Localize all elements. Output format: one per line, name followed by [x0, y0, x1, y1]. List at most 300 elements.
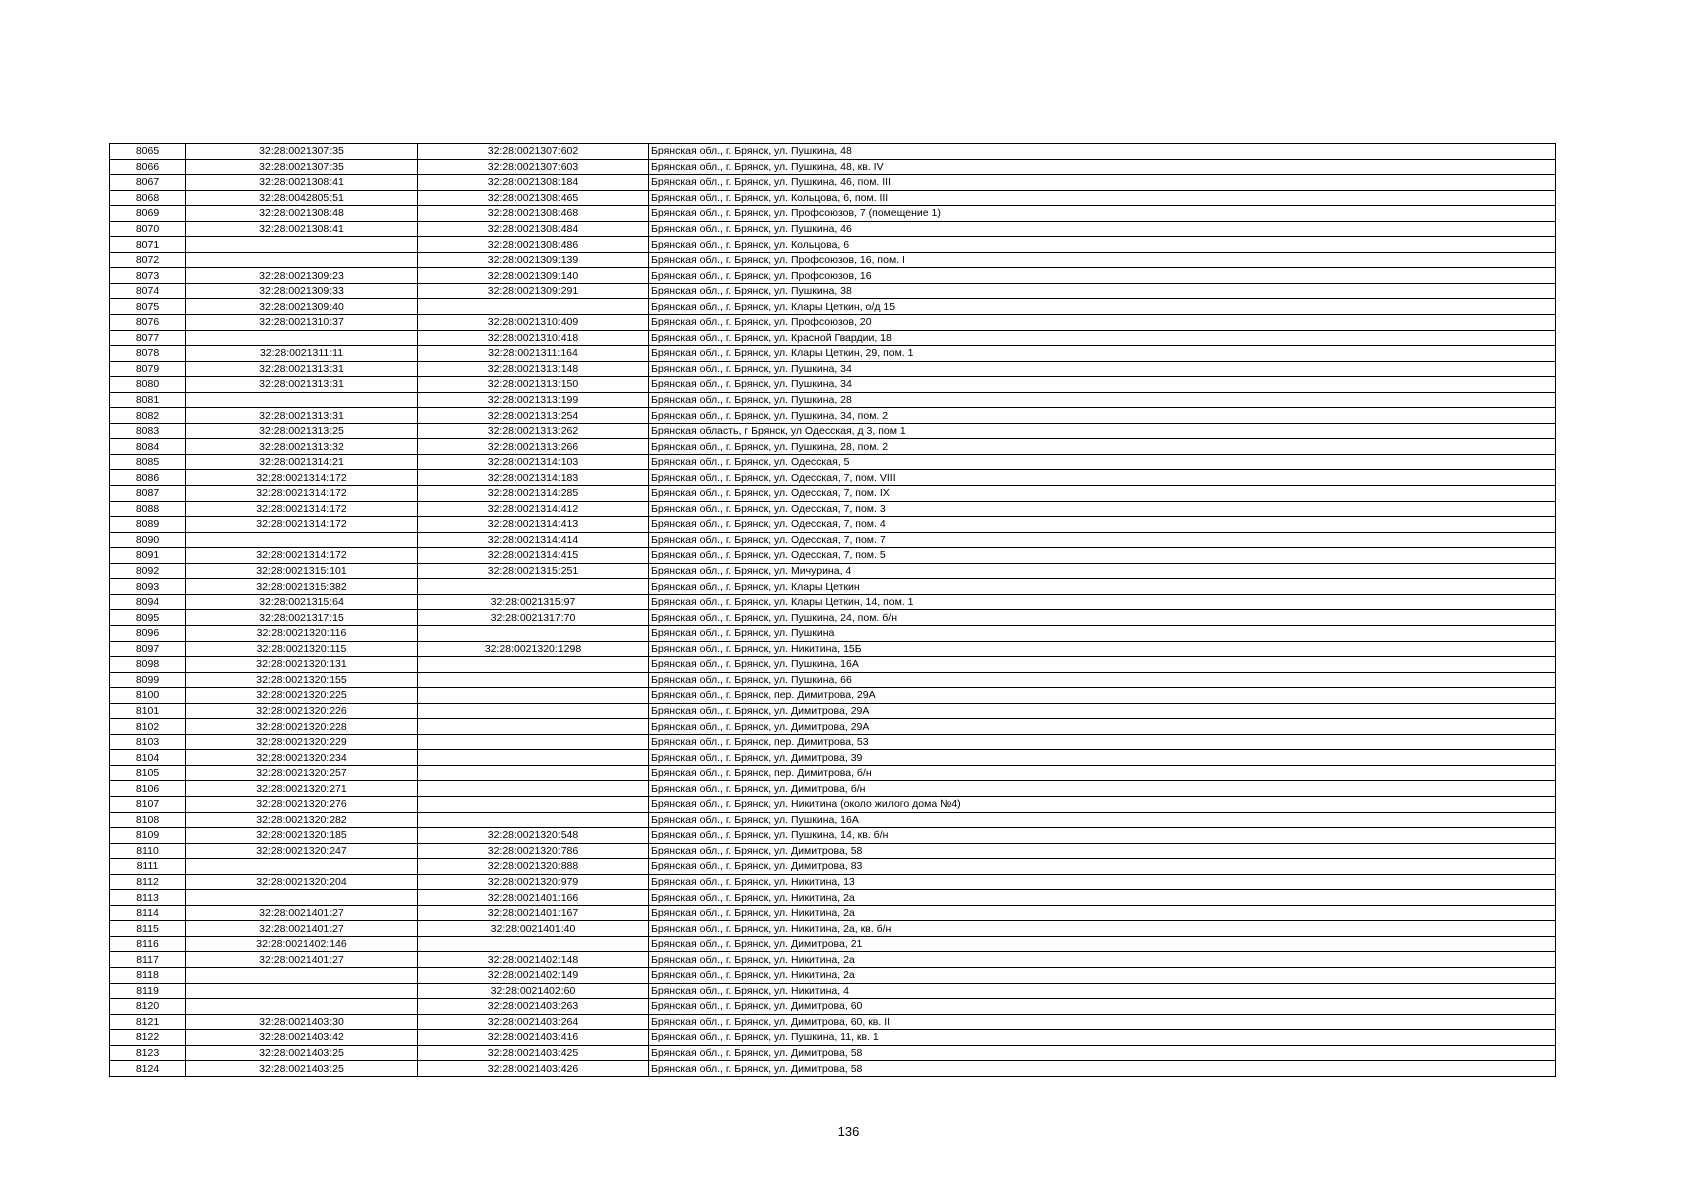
land-cadastral-number-cell: 32:28:0021308:41 [186, 221, 418, 237]
table-row [110, 144, 1556, 160]
object-cadastral-number-cell: 32:28:0021403:264 [418, 1014, 649, 1030]
object-cadastral-number-cell [418, 703, 649, 719]
row-number-cell: 8095 [110, 610, 186, 626]
object-cadastral-number-cell: 32:28:0021317:70 [418, 610, 649, 626]
address-cell: Брянская обл., г. Брянск, ул. Димитрова, 60 [649, 999, 1556, 1015]
table-row [110, 625, 1556, 641]
row-number-cell: 8076 [110, 315, 186, 331]
address-cell: Брянская обл., г. Брянск, ул. Профсоюзов, 16, пом. I [649, 252, 1556, 268]
land-cadastral-number-cell: 32:28:0021320:257 [186, 765, 418, 781]
address-cell: Брянская обл., г. Брянск, ул. Никитина, 2а, кв. б/н [649, 921, 1556, 937]
address-cell: Брянская обл., г. Брянск, ул. Пушкина, 28, пом. 2 [649, 439, 1556, 455]
address-cell: Брянская обл., г. Брянск, ул. Одесская, 7, пом. 7 [649, 532, 1556, 548]
row-number-cell: 8104 [110, 750, 186, 766]
object-cadastral-number-cell: 32:28:0021402:60 [418, 983, 649, 999]
object-cadastral-number-cell: 32:28:0021313:266 [418, 439, 649, 455]
address-cell: Брянская обл., г. Брянск, ул. Пушкина, 11, кв. 1 [649, 1030, 1556, 1046]
address-cell: Брянская обл., г. Брянск, ул. Кольцова, 6 [649, 237, 1556, 253]
table-row [110, 1061, 1556, 1077]
address-cell: Брянская обл., г. Брянск, ул. Пушкина, 28 [649, 392, 1556, 408]
row-number-cell: 8115 [110, 921, 186, 937]
row-number-cell: 8116 [110, 936, 186, 952]
object-cadastral-number-cell [418, 299, 649, 315]
object-cadastral-number-cell: 32:28:0021314:414 [418, 532, 649, 548]
table-row [110, 579, 1556, 595]
table-row [110, 268, 1556, 284]
table-row [110, 890, 1556, 906]
row-number-cell: 8092 [110, 563, 186, 579]
address-cell: Брянская обл., г. Брянск, ул. Никитина (около жилого дома №4) [649, 796, 1556, 812]
address-cell: Брянская обл., г. Брянск, ул. Кольцова, 6, пом. III [649, 190, 1556, 206]
land-cadastral-number-cell: 32:28:0021320:276 [186, 796, 418, 812]
object-cadastral-number-cell: 32:28:0021320:786 [418, 843, 649, 859]
land-cadastral-number-cell: 32:28:0021317:15 [186, 610, 418, 626]
row-number-cell: 8109 [110, 828, 186, 844]
object-cadastral-number-cell: 32:28:0021314:415 [418, 548, 649, 564]
address-cell: Брянская обл., г. Брянск, ул. Клары Цеткин [649, 579, 1556, 595]
row-number-cell: 8103 [110, 734, 186, 750]
address-cell: Брянская обл., г. Брянск, ул. Пушкина, 34, пом. 2 [649, 408, 1556, 424]
address-cell: Брянская обл., г. Брянск, ул. Никитина, 2а [649, 890, 1556, 906]
object-cadastral-number-cell: 32:28:0021307:602 [418, 144, 649, 160]
object-cadastral-number-cell: 32:28:0021313:150 [418, 377, 649, 393]
object-cadastral-number-cell: 32:28:0021308:484 [418, 221, 649, 237]
table-row [110, 921, 1556, 937]
land-cadastral-number-cell: 32:28:0021403:42 [186, 1030, 418, 1046]
object-cadastral-number-cell [418, 812, 649, 828]
address-cell: Брянская обл., г. Брянск, ул. Пушкина [649, 625, 1556, 641]
row-number-cell: 8099 [110, 672, 186, 688]
row-number-cell: 8101 [110, 703, 186, 719]
address-cell: Брянская обл., г. Брянск, ул. Никитина, 13 [649, 874, 1556, 890]
land-cadastral-number-cell: 32:28:0021403:25 [186, 1045, 418, 1061]
object-cadastral-number-cell [418, 796, 649, 812]
object-cadastral-number-cell: 32:28:0021314:285 [418, 486, 649, 502]
table-row [110, 843, 1556, 859]
address-cell: Брянская обл., г. Брянск, ул. Профсоюзов, 20 [649, 315, 1556, 331]
row-number-cell: 8118 [110, 967, 186, 983]
row-number-cell: 8069 [110, 206, 186, 222]
row-number-cell: 8085 [110, 454, 186, 470]
address-cell: Брянская обл., г. Брянск, ул. Клары Цеткин, 14, пом. 1 [649, 594, 1556, 610]
object-cadastral-number-cell: 32:28:0021403:425 [418, 1045, 649, 1061]
row-number-cell: 8083 [110, 423, 186, 439]
object-cadastral-number-cell: 32:28:0021315:97 [418, 594, 649, 610]
table-row [110, 548, 1556, 564]
address-cell: Брянская обл., г. Брянск, ул. Димитрова, 29А [649, 719, 1556, 735]
address-cell: Брянская обл., г. Брянск, ул. Пушкина, 16А [649, 657, 1556, 673]
land-cadastral-number-cell: 32:28:0021313:25 [186, 423, 418, 439]
row-number-cell: 8106 [110, 781, 186, 797]
land-cadastral-number-cell: 32:28:0021311:11 [186, 346, 418, 362]
land-cadastral-number-cell: 32:28:0021313:32 [186, 439, 418, 455]
land-cadastral-number-cell: 32:28:0021320:115 [186, 641, 418, 657]
table-row [110, 967, 1556, 983]
object-cadastral-number-cell: 32:28:0021308:468 [418, 206, 649, 222]
object-cadastral-number-cell: 32:28:0021314:183 [418, 470, 649, 486]
land-cadastral-number-cell: 32:28:0021401:27 [186, 905, 418, 921]
table-row [110, 688, 1556, 704]
row-number-cell: 8080 [110, 377, 186, 393]
land-cadastral-number-cell [186, 237, 418, 253]
row-number-cell: 8071 [110, 237, 186, 253]
address-cell: Брянская обл., г. Брянск, ул. Клары Цеткин, о/д 15 [649, 299, 1556, 315]
row-number-cell: 8073 [110, 268, 186, 284]
land-cadastral-number-cell: 32:28:0021403:30 [186, 1014, 418, 1030]
table-row [110, 750, 1556, 766]
land-cadastral-number-cell: 32:28:0021314:172 [186, 501, 418, 517]
address-cell: Брянская обл., г. Брянск, ул. Одесская, 7, пом. 4 [649, 517, 1556, 533]
table-row [110, 703, 1556, 719]
row-number-cell: 8096 [110, 625, 186, 641]
table-row [110, 175, 1556, 191]
address-cell: Брянская обл., г. Брянск, ул. Димитрова, 29А [649, 703, 1556, 719]
row-number-cell: 8119 [110, 983, 186, 999]
row-number-cell: 8102 [110, 719, 186, 735]
address-cell: Брянская обл., г. Брянск, ул. Профсоюзов, 16 [649, 268, 1556, 284]
address-cell: Брянская обл., г. Брянск, ул. Димитрова, 58 [649, 1045, 1556, 1061]
land-cadastral-number-cell [186, 252, 418, 268]
land-cadastral-number-cell: 32:28:0021308:48 [186, 206, 418, 222]
address-cell: Брянская обл., г. Брянск, пер. Димитрова, 29А [649, 688, 1556, 704]
table-row [110, 563, 1556, 579]
land-cadastral-number-cell [186, 392, 418, 408]
object-cadastral-number-cell [418, 750, 649, 766]
object-cadastral-number-cell: 32:28:0021314:103 [418, 454, 649, 470]
land-cadastral-number-cell: 32:28:0021313:31 [186, 361, 418, 377]
object-cadastral-number-cell [418, 765, 649, 781]
object-cadastral-number-cell: 32:28:0021313:262 [418, 423, 649, 439]
row-number-cell: 8108 [110, 812, 186, 828]
address-cell: Брянская обл., г. Брянск, пер. Димитрова, 53 [649, 734, 1556, 750]
object-cadastral-number-cell: 32:28:0021313:199 [418, 392, 649, 408]
table-row [110, 936, 1556, 952]
address-cell: Брянская обл., г. Брянск, ул. Димитрова, 58 [649, 843, 1556, 859]
table-row [110, 501, 1556, 517]
land-cadastral-number-cell [186, 890, 418, 906]
object-cadastral-number-cell: 32:28:0021320:888 [418, 859, 649, 875]
row-number-cell: 8065 [110, 144, 186, 160]
table-row [110, 999, 1556, 1015]
land-cadastral-number-cell [186, 983, 418, 999]
table-row [110, 190, 1556, 206]
object-cadastral-number-cell: 32:28:0021310:418 [418, 330, 649, 346]
address-cell: Брянская обл., г. Брянск, ул. Димитрова, 21 [649, 936, 1556, 952]
object-cadastral-number-cell: 32:28:0021308:486 [418, 237, 649, 253]
table-row [110, 610, 1556, 626]
object-cadastral-number-cell: 32:28:0021402:149 [418, 967, 649, 983]
land-cadastral-number-cell: 32:28:0021320:225 [186, 688, 418, 704]
object-cadastral-number-cell: 32:28:0021403:416 [418, 1030, 649, 1046]
table-row [110, 423, 1556, 439]
row-number-cell: 8077 [110, 330, 186, 346]
land-cadastral-number-cell: 32:28:0021320:185 [186, 828, 418, 844]
address-cell: Брянская обл., г. Брянск, ул. Пушкина, 34 [649, 377, 1556, 393]
address-cell: Брянская обл., г. Брянск, ул. Одесская, 7, пом. VIII [649, 470, 1556, 486]
object-cadastral-number-cell [418, 657, 649, 673]
object-cadastral-number-cell: 32:28:0021309:140 [418, 268, 649, 284]
land-cadastral-number-cell: 32:28:0021314:172 [186, 470, 418, 486]
land-cadastral-number-cell: 32:28:0021320:229 [186, 734, 418, 750]
row-number-cell: 8087 [110, 486, 186, 502]
land-cadastral-number-cell: 32:28:0021403:25 [186, 1061, 418, 1077]
row-number-cell: 8123 [110, 1045, 186, 1061]
land-cadastral-number-cell: 32:28:0021320:155 [186, 672, 418, 688]
table-row [110, 346, 1556, 362]
address-cell: Брянская обл., г. Брянск, ул. Никитина, 2а [649, 905, 1556, 921]
table-row [110, 361, 1556, 377]
address-cell: Брянская обл., г. Брянск, ул. Пушкина, 48, кв. IV [649, 159, 1556, 175]
land-cadastral-number-cell: 32:28:0021320:204 [186, 874, 418, 890]
address-cell: Брянская обл., г. Брянск, ул. Никитина, 2а [649, 967, 1556, 983]
table-row [110, 237, 1556, 253]
land-cadastral-number-cell: 32:28:0021308:41 [186, 175, 418, 191]
land-cadastral-number-cell: 32:28:0021314:172 [186, 548, 418, 564]
address-cell: Брянская обл., г. Брянск, ул. Мичурина, 4 [649, 563, 1556, 579]
table-row [110, 206, 1556, 222]
row-number-cell: 8122 [110, 1030, 186, 1046]
row-number-cell: 8089 [110, 517, 186, 533]
object-cadastral-number-cell [418, 579, 649, 595]
address-cell: Брянская обл., г. Брянск, ул. Одесская, 5 [649, 454, 1556, 470]
row-number-cell: 8079 [110, 361, 186, 377]
address-cell: Брянская обл., г. Брянск, ул. Димитрова, б/н [649, 781, 1556, 797]
row-number-cell: 8081 [110, 392, 186, 408]
object-cadastral-number-cell: 32:28:0021403:426 [418, 1061, 649, 1077]
row-number-cell: 8070 [110, 221, 186, 237]
row-number-cell: 8088 [110, 501, 186, 517]
table-row [110, 315, 1556, 331]
object-cadastral-number-cell [418, 781, 649, 797]
table-row [110, 594, 1556, 610]
land-cadastral-number-cell: 32:28:0021314:21 [186, 454, 418, 470]
object-cadastral-number-cell: 32:28:0021315:251 [418, 563, 649, 579]
row-number-cell: 8124 [110, 1061, 186, 1077]
table-row [110, 734, 1556, 750]
row-number-cell: 8086 [110, 470, 186, 486]
row-number-cell: 8067 [110, 175, 186, 191]
land-cadastral-number-cell: 32:28:0021320:228 [186, 719, 418, 735]
row-number-cell: 8097 [110, 641, 186, 657]
object-cadastral-number-cell [418, 625, 649, 641]
land-cadastral-number-cell: 32:28:0021309:23 [186, 268, 418, 284]
address-cell: Брянская обл., г. Брянск, ул. Красной Гвардии, 18 [649, 330, 1556, 346]
row-number-cell: 8120 [110, 999, 186, 1015]
table-row [110, 454, 1556, 470]
land-cadastral-number-cell: 32:28:0021320:131 [186, 657, 418, 673]
object-cadastral-number-cell [418, 734, 649, 750]
address-cell: Брянская область, г Брянск, ул Одесская, д 3, пом 1 [649, 423, 1556, 439]
land-cadastral-number-cell: 32:28:0021320:234 [186, 750, 418, 766]
address-cell: Брянская обл., г. Брянск, ул. Профсоюзов, 7 (помещение 1) [649, 206, 1556, 222]
table-row [110, 517, 1556, 533]
row-number-cell: 8094 [110, 594, 186, 610]
table-row [110, 532, 1556, 548]
land-cadastral-number-cell: 32:28:0021320:271 [186, 781, 418, 797]
table-row [110, 1045, 1556, 1061]
table-row [110, 439, 1556, 455]
table-row [110, 299, 1556, 315]
object-cadastral-number-cell: 32:28:0021308:184 [418, 175, 649, 191]
address-cell: Брянская обл., г. Брянск, ул. Одесская, 7, пом. 3 [649, 501, 1556, 517]
table-row [110, 1030, 1556, 1046]
address-cell: Брянская обл., г. Брянск, ул. Пушкина, 38 [649, 283, 1556, 299]
row-number-cell: 8074 [110, 283, 186, 299]
land-cadastral-number-cell: 32:28:0021315:382 [186, 579, 418, 595]
object-cadastral-number-cell: 32:28:0021314:413 [418, 517, 649, 533]
row-number-cell: 8105 [110, 765, 186, 781]
row-number-cell: 8068 [110, 190, 186, 206]
object-cadastral-number-cell: 32:28:0021401:167 [418, 905, 649, 921]
land-cadastral-number-cell [186, 532, 418, 548]
row-number-cell: 8107 [110, 796, 186, 812]
object-cadastral-number-cell: 32:28:0021309:139 [418, 252, 649, 268]
table-row [110, 377, 1556, 393]
land-cadastral-number-cell [186, 999, 418, 1015]
land-cadastral-number-cell: 32:28:0021309:33 [186, 283, 418, 299]
table-row [110, 874, 1556, 890]
table-row [110, 765, 1556, 781]
object-cadastral-number-cell: 32:28:0021314:412 [418, 501, 649, 517]
object-cadastral-number-cell [418, 672, 649, 688]
object-cadastral-number-cell: 32:28:0021320:1298 [418, 641, 649, 657]
table-row [110, 672, 1556, 688]
object-cadastral-number-cell [418, 936, 649, 952]
address-cell: Брянская обл., г. Брянск, ул. Пушкина, 46 [649, 221, 1556, 237]
address-cell: Брянская обл., г. Брянск, ул. Пушкина, 14, кв. б/н [649, 828, 1556, 844]
registry-table-body [110, 144, 1556, 1077]
land-cadastral-number-cell [186, 330, 418, 346]
land-cadastral-number-cell: 32:28:0021402:146 [186, 936, 418, 952]
address-cell: Брянская обл., г. Брянск, ул. Димитрова, 83 [649, 859, 1556, 875]
object-cadastral-number-cell: 32:28:0021313:254 [418, 408, 649, 424]
object-cadastral-number-cell: 32:28:0021308:465 [418, 190, 649, 206]
object-cadastral-number-cell: 32:28:0021320:548 [418, 828, 649, 844]
land-cadastral-number-cell: 32:28:0021320:282 [186, 812, 418, 828]
land-cadastral-number-cell: 32:28:0021315:64 [186, 594, 418, 610]
table-row [110, 641, 1556, 657]
land-cadastral-number-cell: 32:28:0021315:101 [186, 563, 418, 579]
row-number-cell: 8112 [110, 874, 186, 890]
object-cadastral-number-cell [418, 719, 649, 735]
row-number-cell: 8066 [110, 159, 186, 175]
land-cadastral-number-cell: 32:28:0021401:27 [186, 952, 418, 968]
row-number-cell: 8082 [110, 408, 186, 424]
table-row [110, 859, 1556, 875]
page-number: 136 [837, 1124, 860, 1139]
row-number-cell: 8072 [110, 252, 186, 268]
address-cell: Брянская обл., г. Брянск, ул. Одесская, 7, пом. IX [649, 486, 1556, 502]
address-cell: Брянская обл., г. Брянск, пер. Димитрова, б/н [649, 765, 1556, 781]
land-cadastral-number-cell [186, 859, 418, 875]
row-number-cell: 8078 [110, 346, 186, 362]
row-number-cell: 8113 [110, 890, 186, 906]
address-cell: Брянская обл., г. Брянск, ул. Димитрова, 60, кв. II [649, 1014, 1556, 1030]
land-cadastral-number-cell: 32:28:0021310:37 [186, 315, 418, 331]
registry-table [109, 143, 1556, 1077]
object-cadastral-number-cell: 32:28:0021311:164 [418, 346, 649, 362]
table-row [110, 330, 1556, 346]
row-number-cell: 8100 [110, 688, 186, 704]
table-row [110, 486, 1556, 502]
land-cadastral-number-cell: 32:28:0021307:35 [186, 159, 418, 175]
row-number-cell: 8110 [110, 843, 186, 859]
row-number-cell: 8090 [110, 532, 186, 548]
address-cell: Брянская обл., г. Брянск, ул. Пушкина, 24, пом. б/н [649, 610, 1556, 626]
land-cadastral-number-cell: 32:28:0021401:27 [186, 921, 418, 937]
table-row [110, 952, 1556, 968]
object-cadastral-number-cell: 32:28:0021313:148 [418, 361, 649, 377]
object-cadastral-number-cell: 32:28:0021403:263 [418, 999, 649, 1015]
address-cell: Брянская обл., г. Брянск, ул. Димитрова, 39 [649, 750, 1556, 766]
row-number-cell: 8075 [110, 299, 186, 315]
row-number-cell: 8098 [110, 657, 186, 673]
land-cadastral-number-cell: 32:28:0021320:116 [186, 625, 418, 641]
object-cadastral-number-cell: 32:28:0021401:40 [418, 921, 649, 937]
row-number-cell: 8084 [110, 439, 186, 455]
land-cadastral-number-cell: 32:28:0021307:35 [186, 144, 418, 160]
row-number-cell: 8117 [110, 952, 186, 968]
address-cell: Брянская обл., г. Брянск, ул. Пушкина, 66 [649, 672, 1556, 688]
object-cadastral-number-cell: 32:28:0021401:166 [418, 890, 649, 906]
address-cell: Брянская обл., г. Брянск, ул. Никитина, 2а [649, 952, 1556, 968]
address-cell: Брянская обл., г. Брянск, ул. Пушкина, 34 [649, 361, 1556, 377]
table-row [110, 392, 1556, 408]
table-row [110, 828, 1556, 844]
row-number-cell: 8093 [110, 579, 186, 595]
land-cadastral-number-cell: 32:28:0021314:172 [186, 486, 418, 502]
land-cadastral-number-cell: 32:28:0042805:51 [186, 190, 418, 206]
table-row [110, 983, 1556, 999]
address-cell: Брянская обл., г. Брянск, ул. Никитина, 4 [649, 983, 1556, 999]
table-row [110, 812, 1556, 828]
row-number-cell: 8111 [110, 859, 186, 875]
table-row [110, 283, 1556, 299]
table-row [110, 408, 1556, 424]
object-cadastral-number-cell: 32:28:0021309:291 [418, 283, 649, 299]
address-cell: Брянская обл., г. Брянск, ул. Пушкина, 16А [649, 812, 1556, 828]
table-row [110, 252, 1556, 268]
land-cadastral-number-cell: 32:28:0021309:40 [186, 299, 418, 315]
address-cell: Брянская обл., г. Брянск, ул. Пушкина, 46, пом. III [649, 175, 1556, 191]
row-number-cell: 8091 [110, 548, 186, 564]
address-cell: Брянская обл., г. Брянск, ул. Одесская, 7, пом. 5 [649, 548, 1556, 564]
object-cadastral-number-cell: 32:28:0021307:603 [418, 159, 649, 175]
table-row [110, 221, 1556, 237]
address-cell: Брянская обл., г. Брянск, ул. Клары Цеткин, 29, пом. 1 [649, 346, 1556, 362]
land-cadastral-number-cell [186, 967, 418, 983]
table-row [110, 657, 1556, 673]
object-cadastral-number-cell: 32:28:0021320:979 [418, 874, 649, 890]
land-cadastral-number-cell: 32:28:0021314:172 [186, 517, 418, 533]
table-row [110, 719, 1556, 735]
address-cell: Брянская обл., г. Брянск, ул. Пушкина, 48 [649, 144, 1556, 160]
table-row [110, 905, 1556, 921]
address-cell: Брянская обл., г. Брянск, ул. Димитрова, 58 [649, 1061, 1556, 1077]
land-cadastral-number-cell: 32:28:0021313:31 [186, 408, 418, 424]
table-row [110, 781, 1556, 797]
table-row [110, 470, 1556, 486]
object-cadastral-number-cell: 32:28:0021402:148 [418, 952, 649, 968]
object-cadastral-number-cell [418, 688, 649, 704]
table-row [110, 159, 1556, 175]
object-cadastral-number-cell: 32:28:0021310:409 [418, 315, 649, 331]
table-row [110, 796, 1556, 812]
row-number-cell: 8121 [110, 1014, 186, 1030]
land-cadastral-number-cell: 32:28:0021313:31 [186, 377, 418, 393]
table-row [110, 1014, 1556, 1030]
row-number-cell: 8114 [110, 905, 186, 921]
